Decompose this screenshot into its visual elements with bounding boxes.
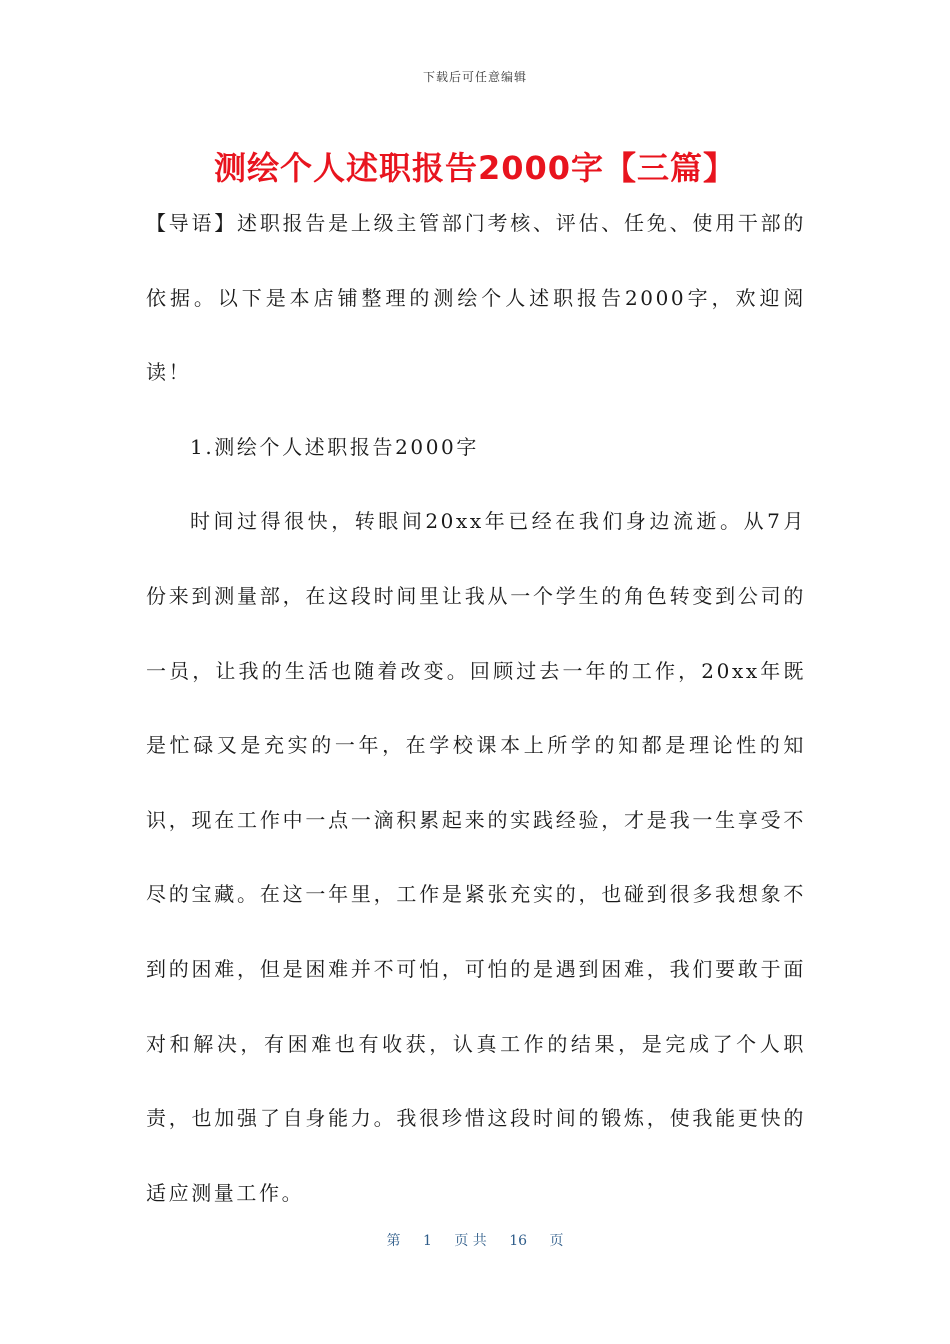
- footer-label-page: 第: [386, 1233, 401, 1249]
- section-heading: 1.测绘个人述职报告2000字: [190, 434, 479, 459]
- page-footer: [0, 1230, 950, 1250]
- body-paragraph: 时间过得很快，转眼间20xx年已经在我们身边流逝。从7月份来到测量部，在这段时间里让我从一个学生的角色转变到公司的一员，让我的生活也随着改变。回顾过去一年的工作，20xx年既是忙碌又是充实的一年，在学校课本上所学的知都是理论性的知识，现在工作中一点一滴积累起来的实践经验，才是我一生享受不尽的宝藏。在这一年里，工作是紧张充实的，也碰到很多我想象不到的困难，但是困难并不可怕，可怕的是遇到困难，我们要敢于面对和解决，有困难也有收获，认真工作的结果，是完成了个人职责，也加强了自身能力。我很珍惜这段时间的锻炼，使我能更快的适应测量工作。: [146, 509, 806, 1205]
- footer-label-total: 页 共: [454, 1233, 487, 1249]
- intro-paragraph: 【导语】述职报告是上级主管部门考核、评估、任免、使用干部的依据。以下是本店铺整理的测绘个人述职报告2000字，欢迎阅读！: [146, 211, 806, 385]
- footer-label-end: 页: [549, 1233, 564, 1249]
- page-header-note: 下载后可任意编辑: [422, 70, 527, 84]
- document-title: 测绘个人述职报告2000字【三篇】: [213, 149, 737, 187]
- footer-current-page: 1: [422, 1233, 432, 1249]
- footer-total-pages: 16: [509, 1233, 528, 1249]
- document-body: [146, 186, 806, 1230]
